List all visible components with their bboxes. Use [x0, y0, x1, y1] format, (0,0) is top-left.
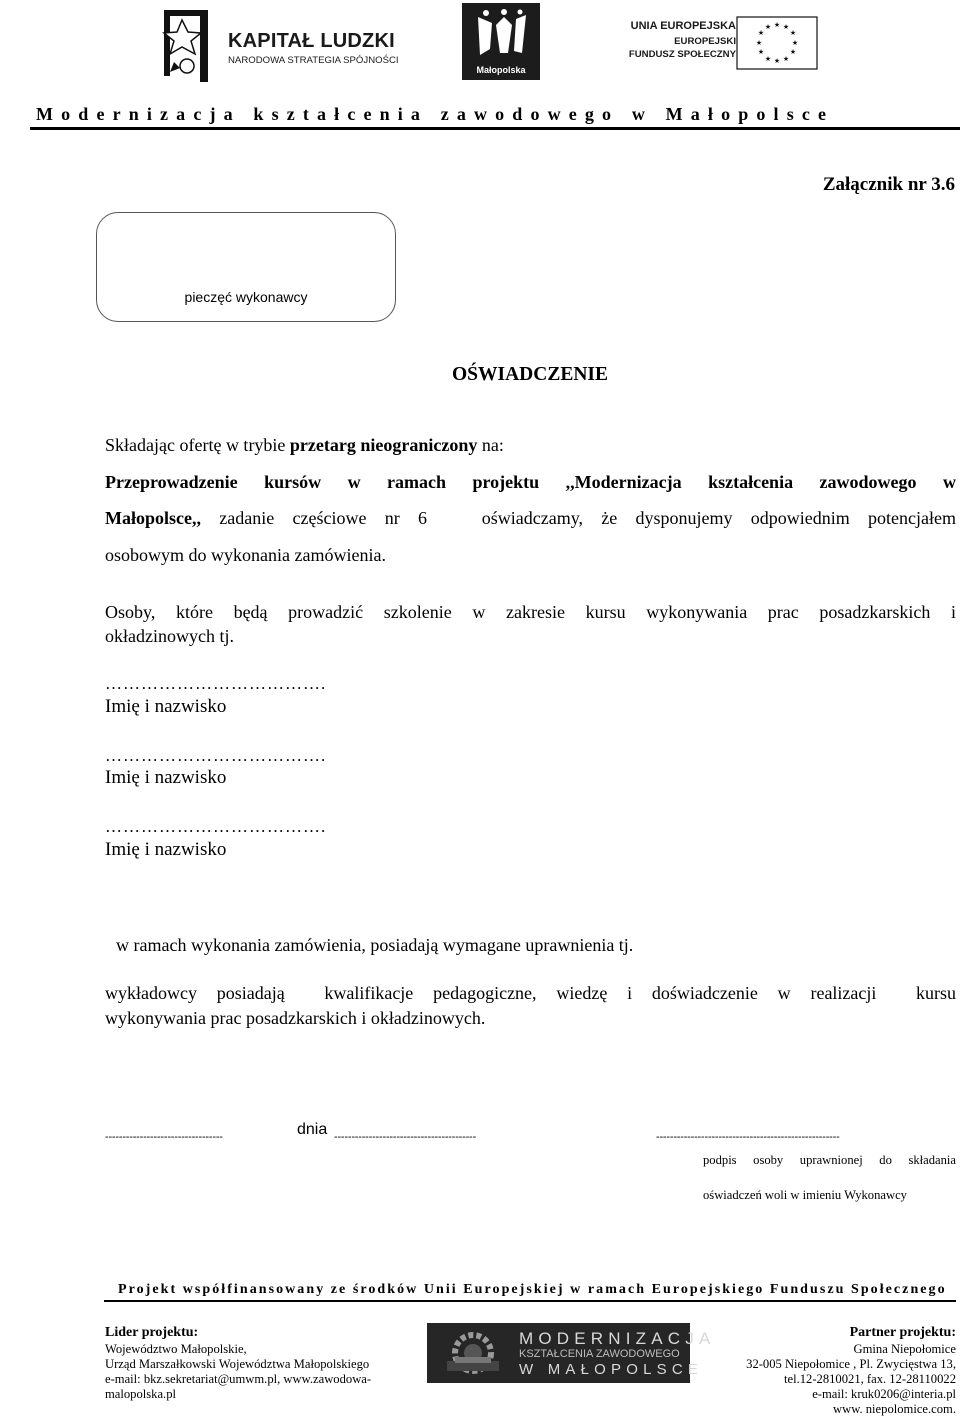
leader-line-2: Urząd Marszałkowski Województwa Małopolskiego: [105, 1357, 370, 1371]
date-field-dashes: -----------------------------------------: [334, 1131, 476, 1143]
malopolska-logo: [462, 3, 540, 80]
person-1-dots: ……………………………….: [105, 674, 327, 693]
partner-line-5: www. niepolomice.com.: [833, 1402, 956, 1416]
eu-flag-icon: [736, 16, 818, 70]
person-1-label: Imię i nazwisko: [105, 696, 227, 717]
kapital-ludzki-title: KAPITAŁ LUDZKI: [228, 30, 395, 52]
subject-statement: zadanie częściowe nr 6 oświadczamy, że dysponujemy odpowiednim potencjałem: [201, 508, 956, 528]
kapital-ludzki-logo: [158, 6, 408, 82]
svg-text:★: ★: [764, 23, 772, 31]
place-field-dashes: ----------------------------------: [105, 1131, 223, 1143]
subject-line-1: Przeprowadzenie kursów w ramach projektu ,,Modernizacja kształcenia zawodowego w: [105, 472, 956, 492]
svg-text:★: ★: [789, 29, 797, 37]
partner-line-1: Gmina Niepołomice: [853, 1342, 956, 1356]
qualifications-statement: w ramach wykonania zamówienia, posiadają wymagane uprawnienia tj.: [116, 935, 634, 955]
persons-intro-line-1: Osoby, które będą prowadzić szkolenie w zakresie kursu wykonywania prac posadzkarskich i: [105, 602, 956, 622]
kapital-ludzki-star-icon: [158, 6, 224, 82]
person-3-dots: ……………………………….: [105, 817, 327, 836]
modernizacja-logo: [427, 1323, 716, 1383]
modernizacja-logo-line-1: MODERNIZACJA: [519, 1329, 716, 1348]
partner-line-3: tel.12-2810021, fax. 12-28110022: [784, 1372, 956, 1386]
modernizacja-gear-icon: [433, 1327, 513, 1379]
intro-line: [105, 427, 504, 463]
svg-text:★: ★: [789, 48, 797, 56]
cofinance-statement: Projekt współfinansowany ze środków Unii Europejskiej w ramach Europejskiego Funduszu Społecznego: [118, 1282, 947, 1297]
malopolska-emblem-icon: [470, 9, 532, 61]
malopolska-label: Małopolska: [476, 65, 526, 75]
stamp-label: pieczęć wykonawcy: [184, 289, 308, 305]
modernizacja-logo-line-3: W MAŁOPOLSCE: [519, 1361, 704, 1378]
leader-line-3: e-mail: bkz.sekretariat@umwm.pl, www.zawodowa-: [105, 1372, 372, 1386]
header-divider: [30, 127, 960, 130]
svg-text:★: ★: [764, 55, 772, 63]
svg-text:★: ★: [782, 23, 790, 31]
eu-line-1: UNIA EUROPEJSKA: [630, 20, 736, 32]
svg-text:★: ★: [757, 48, 765, 56]
svg-text:★: ★: [782, 55, 790, 63]
svg-text:★: ★: [773, 57, 781, 65]
partner-line-4: e-mail: kruk0206@interia.pl: [812, 1387, 956, 1401]
leader-line-4: malopolska.pl: [105, 1387, 177, 1401]
svg-text:★: ★: [755, 39, 763, 47]
persons-intro-line-2: okładzinowych tj.: [105, 626, 234, 646]
person-3-label: Imię i nazwisko: [105, 839, 227, 860]
subject-line-2: [105, 500, 956, 536]
lecturers-line-2: wykonywania prac posadzkarskich i okładzinowych.: [105, 1008, 486, 1028]
intro-prefix: Składając ofertę w trybie: [105, 435, 290, 455]
signature-caption-2: oświadczeń woli w imieniu Wykonawcy: [703, 1188, 907, 1202]
svg-text:★: ★: [791, 39, 799, 47]
intro-suffix: na:: [477, 435, 504, 455]
leader-heading: Lider projektu:: [105, 1325, 199, 1340]
procurement-mode: przetarg nieograniczony: [289, 435, 478, 455]
subject-line-3: osobowym do wykonania zamówienia.: [105, 545, 386, 565]
footer-divider: [104, 1300, 956, 1302]
partner-heading: Partner projektu:: [849, 1325, 956, 1340]
eu-line-2: EUROPEJSKI: [674, 36, 736, 47]
contractor-stamp-box: [96, 212, 396, 322]
modernizacja-logo-line-2: KSZTAŁCENIA ZAWODOWEGO: [519, 1348, 680, 1360]
project-banner: Modernizacja kształcenia zawodowego w Małopolsce: [36, 104, 835, 124]
leader-line-1: Województwo Małopolskie,: [105, 1342, 247, 1356]
signature-field-dashes: -----------------------------------------------------: [656, 1131, 840, 1143]
partner-line-2: 32-005 Niepołomice , Pl. Zwycięstwa 13,: [746, 1357, 956, 1371]
eu-logo: [620, 16, 820, 72]
svg-text:★: ★: [757, 29, 765, 37]
document-title: OŚWIADCZENIE: [451, 364, 609, 385]
attachment-number: Załącznik nr 3.6: [822, 174, 955, 195]
eu-line-3: FUNDUSZ SPOŁECZNY: [628, 49, 736, 60]
lecturers-line-1: wykładowcy posiadają kwalifikacje pedagogiczne, wiedzę i doświadczenie w realizacji kursu: [105, 983, 956, 1003]
person-2-label: Imię i nazwisko: [105, 767, 227, 788]
svg-text:★: ★: [773, 21, 781, 29]
kapital-ludzki-subtitle: NARODOWA STRATEGIA SPÓJNOŚCI: [228, 55, 399, 66]
date-word: dnia: [297, 1121, 328, 1138]
signature-caption-1: podpis osoby uprawnionej do składania: [703, 1153, 956, 1167]
person-2-dots: ……………………………….: [105, 746, 327, 765]
subject-region: Małopolsce,,: [105, 508, 201, 528]
